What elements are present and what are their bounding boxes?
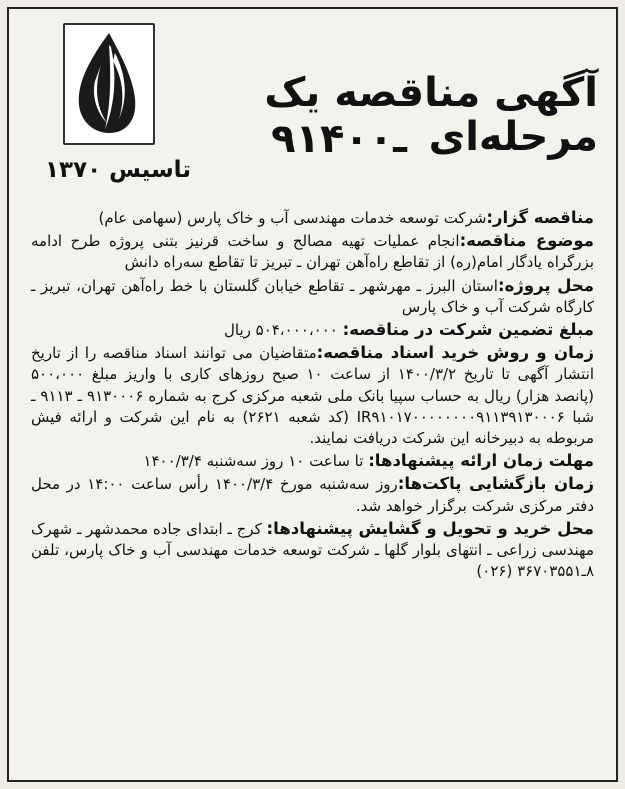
deadline-label: مهلت زمان ارائه پیشنهادها: — [368, 451, 594, 471]
established-year: تاسیس ۱۳۷۰ — [45, 157, 191, 183]
tender-number: ۹ـ۱۴۰۰ — [271, 116, 407, 162]
purchase-value: متقاضیان می توانند اسناد مناقصه را از تاریخ انتشار آگهی تا تاریخ ۱۴۰۰/۳/۲ از ساعت ۱۰ صبح روزهای کاری با واریز مبلغ ۵۰۰،۰۰۰ (پانصد هزار) ریال به حساب سپیا بانک ملی شعبه مرکزی کرج به شماره ۹۱۳۰۰۰۶ ـ ۹۱۱۳ ـ شبا IR۹۱۰۱۷۰۰۰۰۰۰۰۰۹۱۱۳۹۱۳۰۰۰۶ (کد شعبه ۲۶۲۱) به نام این شرکت و ارائه فیش مربوطه به دبیرخانه این شرکت دریافت نمایند. — [31, 344, 595, 448]
guarantee-label: مبلغ تضمین شرکت در مناقصه: — [342, 320, 594, 340]
delivery-value: کرج ـ ابتدای جاده محمدشهر ـ شهرک مهندسی زراعی ـ انتهای بلوار گلها ـ شرکت توسعه خدمات مهندسی آب و خاک پارس، تلفن ۸ـ۳۶۷۰۳۵۵۱ (۰۲۶) — [31, 519, 594, 581]
organizer-label: مناقصه گزار: — [486, 208, 594, 227]
notice-title: آگهی مناقصه یک مرحله‌ای — [264, 70, 598, 160]
opening-label: زمان بازگشایی پاکت‌ها: — [397, 474, 594, 494]
subject-value: انجام عملیات تهیه مصالح و ساخت قرنیز بتنی پروژه طرح ادامه بزرگراه یادگار امام(ره) از تقاطع راه‌آهن تهران ـ تبریز تا تقاطع سه‌راه دانش — [31, 232, 594, 272]
location-value: استان البرز ـ مهرشهر ـ تقاطع خیابان گلستان با خط راه‌آهن تهران، تبریز ـ کارگاه شرکت آب و خاک پارس — [31, 276, 594, 316]
drop-leaf-icon — [65, 25, 149, 139]
deadline-value: تا ساعت ۱۰ روز سه‌شنبه ۱۴۰۰/۳/۴ — [143, 452, 364, 471]
deadline-paragraph — [31, 450, 594, 472]
location-paragraph — [31, 275, 594, 318]
guarantee-paragraph — [31, 319, 594, 341]
delivery-label: محل خرید و تحویل و گشایش پیشنهادها: — [266, 518, 594, 538]
purchase-paragraph — [31, 342, 594, 449]
subject-paragraph — [31, 230, 594, 273]
company-logo — [63, 23, 155, 145]
organizer-value: شرکت توسعه خدمات مهندسی آب و خاک پارس (سهامی عام) — [98, 209, 487, 227]
notice-frame — [7, 7, 618, 782]
guarantee-value: ۵۰۴،۰۰۰،۰۰۰ ریال — [223, 321, 338, 340]
delivery-paragraph — [31, 518, 594, 583]
organizer-paragraph — [31, 207, 594, 229]
purchase-label: زمان و روش خرید اسناد مناقصه: — [316, 343, 594, 363]
subject-label: موضوع مناقصه: — [459, 231, 594, 251]
opening-paragraph — [31, 473, 594, 516]
location-label: محل پروژه: — [497, 275, 594, 295]
opening-value: روز سه‌شنبه مورخ ۱۴۰۰/۳/۴ رأس ساعت ۱۴:۰۰ در محل دفتر مرکزی شرکت برگزار خواهد شد. — [31, 475, 594, 515]
notice-body — [31, 207, 594, 583]
